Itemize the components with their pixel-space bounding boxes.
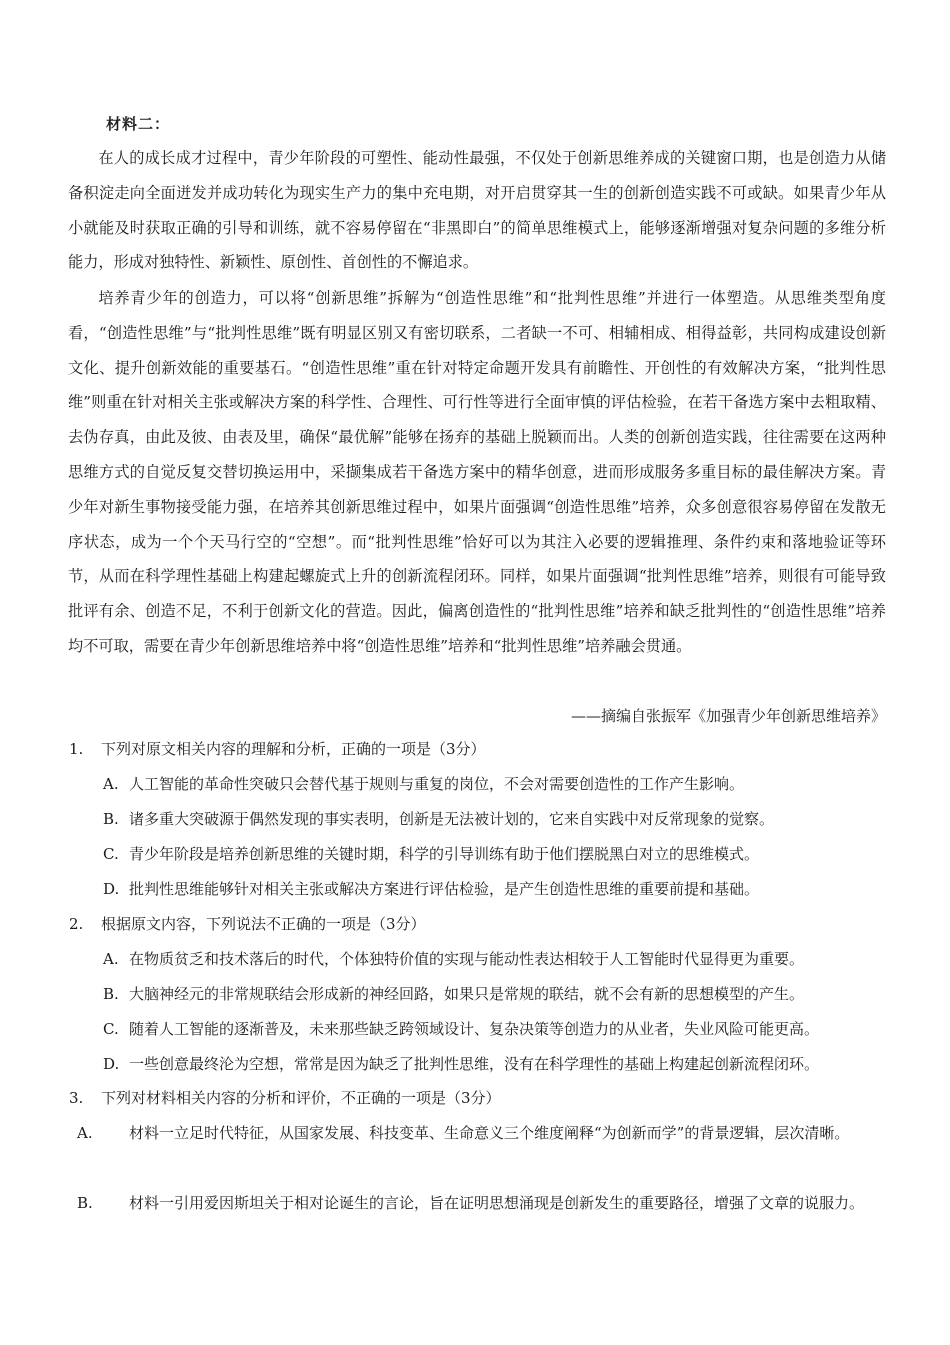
option-letter: C.	[103, 1020, 119, 1038]
option-letter: C.	[103, 845, 119, 863]
question-text: 根据原文内容，下列说法不正确的一项是（3分）	[101, 915, 426, 933]
option-letter: D.	[103, 880, 120, 898]
option-d	[103, 1049, 893, 1079]
question-text: 下列对原文相关内容的理解和分析，正确的一项是（3分）	[101, 740, 486, 758]
question-number: 3.	[69, 1089, 84, 1107]
option-letter: A.	[103, 775, 119, 793]
question-stem	[69, 735, 486, 763]
option-text: 青少年阶段是培养创新思维的关键时期，科学的引导训练有助于他们摆脱黑白对立的思维模式。	[129, 845, 760, 863]
option-d	[103, 874, 893, 904]
option-letter: B.	[103, 985, 119, 1003]
question-text: 下列对材料相关内容的分析和评价，不正确的一项是（3分）	[101, 1089, 501, 1107]
option-a	[103, 769, 893, 799]
option-letter: B.	[77, 1194, 93, 1212]
option-letter: D.	[103, 1055, 120, 1073]
option-c	[103, 839, 893, 869]
option-text: 材料一立足时代特征，从国家发展、科技变革、生命意义三个维度阐释“为创新而学”的背景逻辑，层次清晰。	[129, 1124, 850, 1142]
option-letter: A.	[103, 950, 119, 968]
material-heading: 材料二：	[106, 115, 171, 133]
option-letter: A.	[77, 1124, 93, 1142]
passage-paragraph-1: 在人的成长成才过程中，青少年阶段的可塑性、能动性最强，不仅处于创新思维养成的关键窗口期，也是创造力从储备积淀走向全面迸发并成功转化为现实生产力的集中充电期，对开启贯穿其一生的创新创造实践不可或缺。如果青少年从小就能及时获取正确的引导和训练，就不容易停留在“非黑即白”的简单思维模式上，能够逐渐增强对复杂问题的多维分析能力，形成对独特性、新颖性、原创性、首创性的不懈追求。	[68, 149, 886, 272]
option-text: 人工智能的革命性突破只会替代基于规则与重复的岗位，不会对需要创造性的工作产生影响。	[129, 775, 745, 793]
option-text: 大脑神经元的非常规联结会形成新的神经回路，如果只是常规的联结，就不会有新的思想模型的产生。	[129, 985, 805, 1003]
source-citation: ——摘编自张振军《加强青少年创新思维培养》	[570, 707, 886, 725]
question-stem	[69, 910, 426, 938]
option-text: 随着人工智能的逐渐普及，未来那些缺乏跨领域设计、复杂决策等创造力的从业者，失业风险可能更高。	[129, 1020, 820, 1038]
passage-paragraph-2: 培养青少年的创造力，可以将“创新思维”拆解为“创造性思维”和“批判性思维”并进行一体塑造。从思维类型角度看，“创造性思维”与“批判性思维”既有明显区别又有密切联系，二者缺一不可、相辅相成、相得益彰，共同构成建设创新文化、提升创新效能的重要基石。“创造性思维”重在针对特定命题开发具有前瞻性、开创性的有效解决方案，“批判性思维”则重在针对相关主张或解决方案的科学性、合理性、可行性等进行全面审慎的评估检验，在若干备选方案中去粗取精、去伪存真，由此及彼、由表及里，确保“最优解”能够在扬弃的基础上脱颖而出。人类的创新创造实践，往往需要在这两种思维方式的自觉反复交替切换运用中，采撷集成若干备选方案中的精华创意，进而形成服务多重目标的最佳解决方案。青少年对新生事物接受能力强，在培养其创新思维过程中，如果片面强调“创造性思维”培养，众多创意很容易停留在发散无序状态，成为一个个天马行空的“空想”。而“批判性思维”恰好可以为其注入必要的逻辑推理、条件约束和落地验证等环节，从而在科学理性基础上构建起螺旋式上升的创新流程闭环。同样，如果片面强调“批判性思维”培养，则很有可能导致批评有余、创造不足，不利于创新文化的营造。因此，偏离创造性的“批判性思维”培养和缺乏批判性的“创造性思维”培养均不可取，需要在青少年创新思维培养中将“创造性思维”培养和“批判性思维”培养融会贯通。	[68, 289, 886, 655]
option-text: 批判性思维能够针对相关主张或解决方案进行评估检验，是产生创造性思维的重要前提和基础。	[129, 880, 760, 898]
option-text: 诸多重大突破源于偶然发现的事实表明，创新是无法被计划的，它来自实践中对反常现象的觉察。	[129, 810, 775, 828]
option-b	[103, 804, 893, 834]
option-text: 材料一引用爱因斯坦关于相对论诞生的言论，旨在证明思想涌现是创新发生的重要路径，增强了文章的说服力。	[129, 1194, 865, 1212]
option-letter: B.	[103, 810, 119, 828]
option-a	[77, 1118, 919, 1148]
option-b	[77, 1188, 919, 1218]
option-text: 一些创意最终沦为空想，常常是因为缺乏了批判性思维，没有在科学理性的基础上构建起创新流程闭环。	[129, 1055, 820, 1073]
option-a	[103, 944, 893, 974]
option-c	[103, 1014, 893, 1044]
option-b	[103, 979, 893, 1009]
question-stem	[69, 1084, 501, 1112]
option-text: 在物质贫乏和技术落后的时代，个体独特价值的实现与能动性表达相较于人工智能时代显得更为重要。	[129, 950, 805, 968]
question-number: 1.	[69, 740, 84, 758]
question-number: 2.	[69, 915, 84, 933]
